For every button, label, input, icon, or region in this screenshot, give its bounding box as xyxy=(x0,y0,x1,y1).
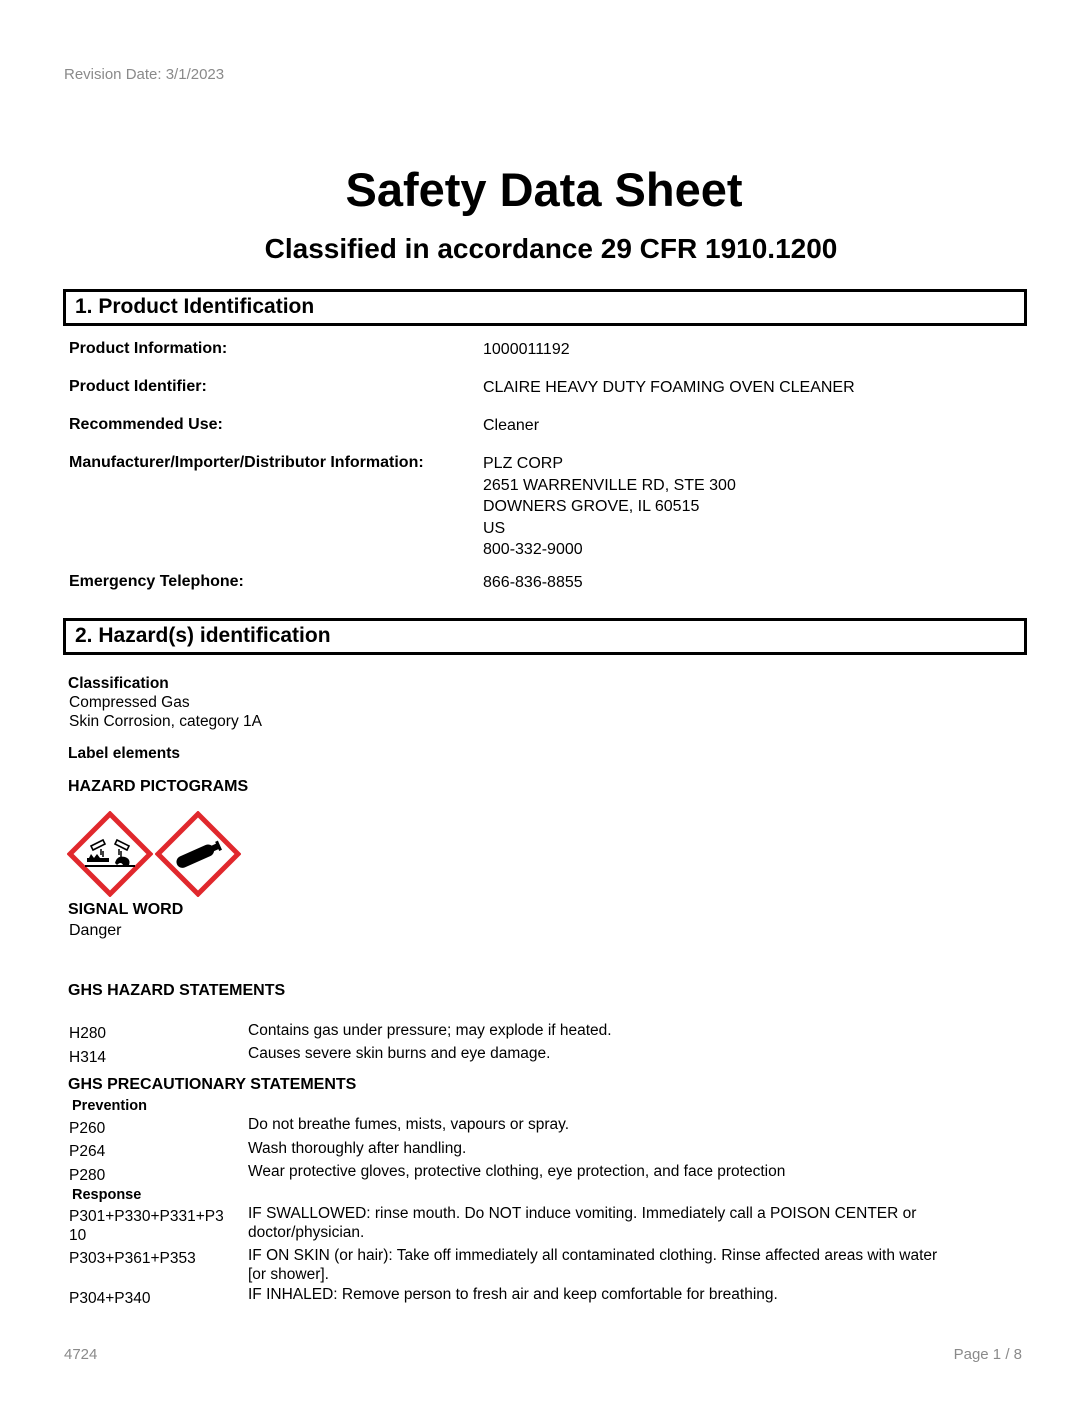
classification-item: Skin Corrosion, category 1A xyxy=(69,713,262,730)
prevention-heading: Prevention xyxy=(72,1098,147,1114)
recommended-use-value: Cleaner xyxy=(483,417,540,434)
hazard-text: Causes severe skin burns and eye damage. xyxy=(248,1045,551,1062)
manufacturer-address xyxy=(483,453,736,561)
classification-heading: Classification xyxy=(68,675,169,692)
precaution-text xyxy=(248,1205,978,1242)
precaution-code: P304+P340 xyxy=(69,1290,151,1307)
ghs-precautionary-statements-heading: GHS PRECAUTIONARY STATEMENTS xyxy=(68,1076,357,1093)
signal-word-value: Danger xyxy=(69,922,122,939)
manufacturer-phone: 800-332-9000 xyxy=(483,541,583,558)
hazard-text: Contains gas under pressure; may explode if heated. xyxy=(248,1022,612,1039)
section-2-heading: 2. Hazard(s) identification xyxy=(75,624,331,647)
corrosion-icon xyxy=(67,811,153,897)
document-subtitle: Classified in accordance 29 CFR 1910.1200 xyxy=(264,233,838,264)
precaution-code: P264 xyxy=(69,1143,106,1160)
precaution-text-line: IF ON SKIN (or hair): Take off immediately all contaminated clothing. Rinse affected areas with water xyxy=(248,1247,938,1264)
precaution-text-line: [or shower]. xyxy=(248,1265,329,1283)
section-1-heading: 1. Product Identification xyxy=(75,295,315,318)
precaution-code-line: P301+P330+P331+P3 xyxy=(69,1208,224,1225)
signal-word-heading: SIGNAL WORD xyxy=(68,901,184,918)
precaution-code xyxy=(69,1207,239,1245)
gas-cylinder-icon xyxy=(155,811,241,897)
precaution-text: Do not breathe fumes, mists, vapours or spray. xyxy=(248,1116,570,1133)
classification-list xyxy=(69,693,262,731)
manufacturer-city: DOWNERS GROVE, IL 60515 xyxy=(483,498,700,515)
classification-item: Compressed Gas xyxy=(69,694,190,711)
precaution-code: P280 xyxy=(69,1167,106,1184)
product-information-label: Product Information: xyxy=(69,340,228,357)
product-identifier-label: Product Identifier: xyxy=(69,378,207,395)
recommended-use-label: Recommended Use: xyxy=(69,416,223,433)
document-number: 4724 xyxy=(64,1346,98,1363)
product-identifier-value: CLAIRE HEAVY DUTY FOAMING OVEN CLEANER xyxy=(483,379,855,396)
response-heading: Response xyxy=(72,1187,142,1203)
precaution-text-line: IF SWALLOWED: rinse mouth. Do NOT induce vomiting. Immediately call a POISON CENTER or xyxy=(248,1205,917,1222)
precaution-text xyxy=(248,1247,978,1284)
page-number: Page 1 / 8 xyxy=(953,1346,1022,1363)
product-information-value: 1000011192 xyxy=(483,341,570,358)
precaution-code: P303+P361+P353 xyxy=(69,1250,196,1267)
hazard-code: H314 xyxy=(69,1049,107,1066)
hazard-code: H280 xyxy=(69,1025,107,1042)
section-2-header xyxy=(63,618,1027,655)
manufacturer-street: 2651 WARRENVILLE RD, STE 300 xyxy=(483,476,736,494)
hazard-pictograms-heading: HAZARD PICTOGRAMS xyxy=(68,778,249,795)
emergency-telephone-value: 866-836-8855 xyxy=(483,574,583,591)
precaution-code-line: 10 xyxy=(69,1227,87,1244)
document-title: Safety Data Sheet xyxy=(345,163,743,216)
precaution-text: Wear protective gloves, protective clothing, eye protection, and face protection xyxy=(248,1163,786,1180)
manufacturer-country: US xyxy=(483,519,506,537)
section-1-header xyxy=(63,289,1027,326)
precaution-text: IF INHALED: Remove person to fresh air and keep comfortable for breathing. xyxy=(248,1286,778,1303)
emergency-telephone-label: Emergency Telephone: xyxy=(69,573,244,590)
precaution-code: P260 xyxy=(69,1120,106,1137)
precaution-text-line: doctor/physician. xyxy=(248,1223,365,1241)
manufacturer-name: PLZ CORP xyxy=(483,455,564,472)
precaution-text: Wash thoroughly after handling. xyxy=(248,1140,467,1157)
label-elements-heading: Label elements xyxy=(68,745,180,762)
manufacturer-label: Manufacturer/Importer/Distributor Information: xyxy=(69,454,424,471)
revision-date: Revision Date: 3/1/2023 xyxy=(64,66,225,83)
ghs-hazard-statements-heading: GHS HAZARD STATEMENTS xyxy=(68,982,286,999)
